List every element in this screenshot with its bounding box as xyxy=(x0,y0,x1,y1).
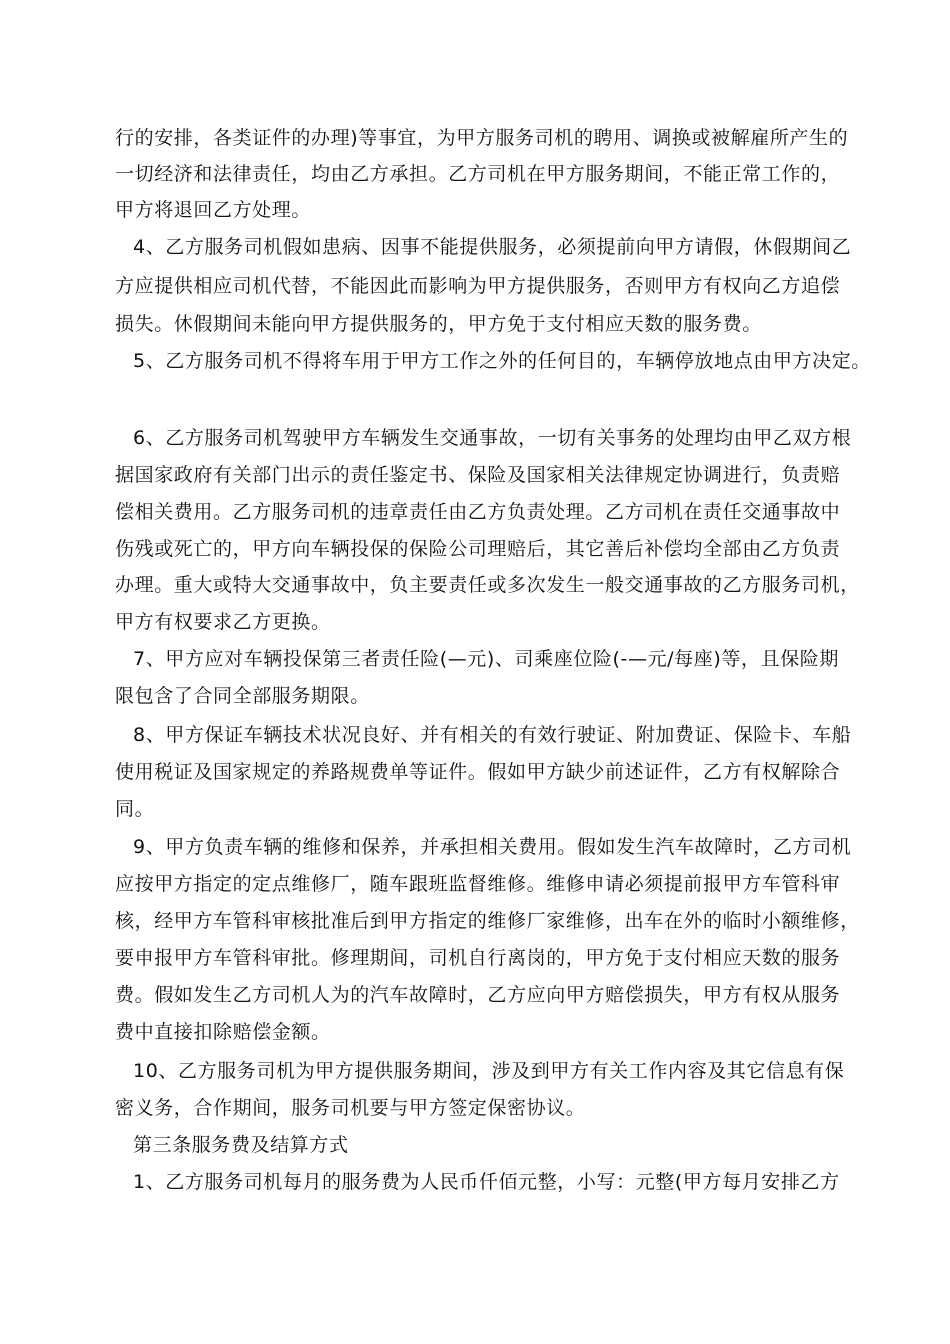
text-line: 8、甲方保证车辆技术状况良好、并有相关的有效行驶证、附加费证、保险卡、车船 xyxy=(133,724,852,746)
text-line: 甲方有权要求乙方更换。 xyxy=(115,611,331,633)
text-line: 损失。休假期间未能向甲方提供服务的，甲方免于支付相应天数的服务费。 xyxy=(115,313,762,335)
text-line: 9、甲方负责车辆的维修和保养，并承担相关费用。假如发生汽车故障时，乙方司机 xyxy=(133,836,852,858)
text-line: 费中直接扣除赔偿金额。 xyxy=(115,1021,331,1043)
text-line: 要申报甲方车管科审批。修理期间，司机自行离岗的，甲方免于支付相应天数的服务 xyxy=(115,947,841,969)
text-line: 方应提供相应司机代替，不能因此而影响为甲方提供服务，否则甲方有权向乙方追偿 xyxy=(115,275,841,297)
text-line: 1、乙方服务司机每月的服务费为人民币仟佰元整，小写：元整(甲方每月安排乙方 xyxy=(133,1171,840,1193)
text-line: 4、乙方服务司机假如患病、因事不能提供服务，必须提前向甲方请假，休假期间乙 xyxy=(133,236,852,258)
text-line: 同。 xyxy=(115,798,155,820)
text-line: 5、乙方服务司机不得将车用于甲方工作之外的任何目的，车辆停放地点由甲方决定。 xyxy=(133,350,871,372)
text-line: 一切经济和法律责任，均由乙方承担。乙方司机在甲方服务期间，不能正常工作的， xyxy=(115,163,841,185)
text-line: 密义务，合作期间，服务司机要与甲方签定保密协议。 xyxy=(115,1097,586,1119)
text-line: 办理。重大或特大交通事故中，负主要责任或多次发生一般交通事故的乙方服务司机， xyxy=(115,574,860,596)
text-line: 据国家政府有关部门出示的责任鉴定书、保险及国家相关法律规定协调进行，负责赔 xyxy=(115,464,841,486)
text-line: 偿相关费用。乙方服务司机的违章责任由乙方负责处理。乙方司机在责任交通事故中 xyxy=(115,501,841,523)
text-line: 甲方将退回乙方处理。 xyxy=(115,199,312,221)
text-line: 使用税证及国家规定的养路规费单等证件。假如甲方缺少前述证件，乙方有权解除合 xyxy=(115,761,841,783)
text-line: 核，经甲方车管科审核批准后到甲方指定的维修厂家维修，出车在外的临时小额维修， xyxy=(115,910,860,932)
section-heading: 第三条服务费及结算方式 xyxy=(133,1134,349,1156)
text-line: 限包含了合同全部服务期限。 xyxy=(115,685,370,707)
text-line: 7、甲方应对车辆投保第三者责任险(—元)、司乘座位险(-—元/每座)等，且保险期 xyxy=(133,648,839,670)
text-line: 费。假如发生乙方司机人为的汽车故障时，乙方应向甲方赔偿损失，甲方有权从服务 xyxy=(115,984,841,1006)
text-line: 10、乙方服务司机为甲方提供服务期间，涉及到甲方有关工作内容及其它信息有保 xyxy=(133,1060,845,1082)
text-line: 应按甲方指定的定点维修厂，随车跟班监督维修。维修申请必须提前报甲方车管科审 xyxy=(115,873,841,895)
text-line: 伤残或死亡的，甲方向车辆投保的保险公司理赔后，其它善后补偿均全部由乙方负责 xyxy=(115,538,841,560)
text-line: 行的安排，各类证件的办理)等事宜，为甲方服务司机的聘用、调换或被解雇所产生的 xyxy=(115,127,849,149)
text-line: 6、乙方服务司机驾驶甲方车辆发生交通事故，一切有关事务的处理均由甲乙双方根 xyxy=(133,427,852,449)
